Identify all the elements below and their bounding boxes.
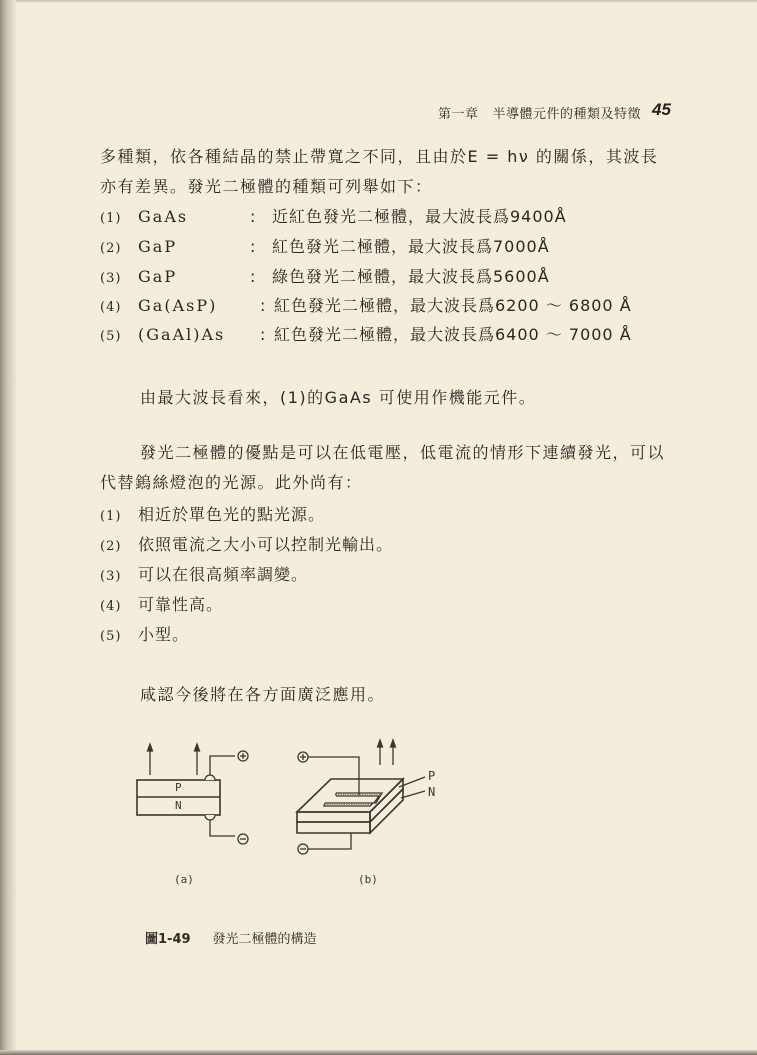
led-type-item: (2) GaP : 紅色發光二極體，最大波長爲7000Å [100, 232, 550, 264]
advantage-text: 小型。 [138, 625, 190, 644]
item-number: (5) [100, 329, 122, 344]
intro-line-2: 亦有差異。發光二極體的種類可列舉如下： [100, 177, 433, 196]
p-layer-label: P [428, 769, 436, 783]
advantage-item [100, 560, 308, 592]
advantage-text: 依照電流之大小可以控制光輸出。 [138, 535, 394, 554]
figure-caption [145, 928, 317, 947]
advantage-text: 相近於單色光的點光源。 [138, 505, 326, 524]
n-layer-label: N [428, 785, 436, 799]
description: 紅色發光二極體，最大波長爲6400 ～ 7000 Å [274, 325, 632, 344]
subfigure-a-label: (a) [174, 873, 194, 886]
conclusion-2: 咸認今後將在各方面廣泛應用。 [140, 685, 386, 704]
intro-line-1: 多種類，依各種結晶的禁止帶寬之不同，且由於E = hν 的關係，其波長 [100, 147, 659, 166]
description: 紅色發光二極體，最大波長爲7000Å [272, 237, 550, 256]
p-layer-label: P [175, 781, 182, 794]
description: 近紅色發光二極體，最大波長爲9400Å [272, 207, 567, 226]
page-binding-shadow [0, 0, 16, 1055]
advantage-item [100, 500, 325, 532]
item-number: (1) [100, 211, 122, 226]
figure-led-structure [120, 735, 480, 895]
description: 綠色發光二極體，最大波長爲5600Å [272, 267, 550, 286]
figure-title: 發光二極體的構造 [212, 932, 317, 947]
material: GaP [138, 237, 178, 256]
advantage-text: 可以在很高頻率調變。 [138, 565, 309, 584]
running-head [438, 103, 641, 122]
item-number: (5) [100, 629, 122, 644]
subfigure-b-label: (b) [358, 873, 378, 886]
advantage-item [100, 590, 223, 622]
material: Ga(AsP) [138, 296, 218, 315]
chapter-label: 第一章 [438, 107, 479, 122]
material: GaP [138, 267, 178, 286]
led-structure-diagram [120, 735, 480, 895]
led-type-item: (4) Ga(AsP) : 紅色發光二極體，最大波長爲6200 ～ 6800 Å [100, 291, 632, 323]
description: 紅色發光二極體，最大波長爲6200 ～ 6800 Å [274, 296, 632, 315]
advantage-item [100, 530, 393, 562]
item-number: (3) [100, 271, 122, 286]
chapter-title: 半導體元件的種類及特徵 [492, 107, 642, 122]
advantages-intro-line-2: 代替鎢絲燈泡的光源。此外尚有： [100, 473, 363, 492]
advantage-text: 可靠性高。 [138, 595, 224, 614]
led-type-item: (3) GaP : 綠色發光二極體，最大波長爲5600Å [100, 262, 550, 294]
n-layer-label: N [175, 799, 182, 812]
item-number: (4) [100, 300, 122, 315]
led-type-item: (5) (GaAl)As : 紅色發光二極體，最大波長爲6400 ～ 7000 Å [100, 320, 632, 352]
item-number: (3) [100, 569, 122, 584]
led-type-item: (1) GaAs : 近紅色發光二極體，最大波長爲9400Å [100, 202, 567, 234]
item-number: (1) [100, 509, 122, 524]
page-top-edge [0, 0, 757, 3]
emission-arrow-icon [148, 744, 200, 775]
page-number: 45 [652, 100, 671, 119]
page-bottom-edge [0, 1050, 757, 1055]
material: (GaAl)As [138, 325, 226, 344]
item-number: (2) [100, 241, 122, 256]
item-number: (2) [100, 539, 122, 554]
advantages-intro-line-1: 發光二極體的優點是可以在低電壓，低電流的情形下連續發光，可以 [140, 443, 666, 462]
advantage-item [100, 620, 189, 652]
figure-number: 圖1-49 [145, 932, 191, 947]
conclusion-1: 由最大波長看來，(1)的GaAs 可使用作機能元件。 [140, 388, 537, 407]
material: GaAs [138, 207, 189, 226]
item-number: (4) [100, 599, 122, 614]
